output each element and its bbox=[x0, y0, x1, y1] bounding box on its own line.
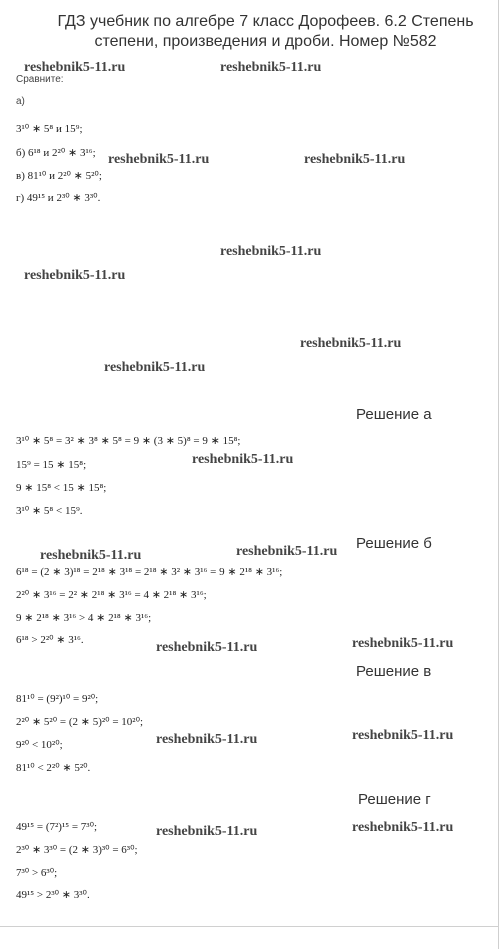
solution-a-line: 3¹⁰ ∗ 5⁸ < 15⁹. bbox=[16, 505, 83, 517]
watermark: reshebnik5-11.ru bbox=[352, 820, 454, 835]
solution-a-line: 3¹⁰ ∗ 5⁸ = 3² ∗ 3⁸ ∗ 5⁸ = 9 ∗ (3 ∗ 5)⁸ = 9 ∗ 15⁸; bbox=[16, 435, 241, 447]
watermark: reshebnik5-11.ru bbox=[300, 336, 402, 351]
task-b: б) 6¹⁸ и 2²⁰ ∗ 3¹⁶; bbox=[16, 147, 96, 159]
watermark: reshebnik5-11.ru bbox=[24, 268, 126, 283]
solution-v-line: 81¹⁰ < 2²⁰ ∗ 5²⁰. bbox=[16, 762, 91, 774]
solution-b-line: 9 ∗ 2¹⁸ ∗ 3¹⁶ > 4 ∗ 2¹⁸ ∗ 3¹⁶; bbox=[16, 612, 152, 624]
solution-b-line: 6¹⁸ = (2 ∗ 3)¹⁸ = 2¹⁸ ∗ 3¹⁸ = 2¹⁸ ∗ 3² ∗ 3¹⁶ = 9 ∗ 2¹⁸ ∗ 3¹⁶; bbox=[16, 566, 283, 578]
watermark: reshebnik5-11.ru bbox=[220, 244, 322, 259]
watermark: reshebnik5-11.ru bbox=[236, 544, 338, 559]
task-a-label: а) bbox=[16, 96, 25, 107]
solution-v-line: 2²⁰ ∗ 5²⁰ = (2 ∗ 5)²⁰ = 10²⁰; bbox=[16, 716, 144, 728]
solution-a-line: 15⁹ = 15 ∗ 15⁸; bbox=[16, 459, 87, 471]
solution-a-line: 9 ∗ 15⁸ < 15 ∗ 15⁸; bbox=[16, 482, 107, 494]
watermark: reshebnik5-11.ru bbox=[156, 732, 258, 747]
task-a: 3¹⁰ ∗ 5⁸ и 15⁹; bbox=[16, 123, 83, 135]
solution-g-line: 49¹⁵ = (7²)¹⁵ = 7³⁰; bbox=[16, 821, 98, 833]
solution-g-line: 2³⁰ ∗ 3³⁰ = (2 ∗ 3)³⁰ = 6³⁰; bbox=[16, 844, 138, 856]
solution-b-heading: Решение б bbox=[356, 535, 432, 552]
solution-b-line: 6¹⁸ > 2²⁰ ∗ 3¹⁶. bbox=[16, 634, 84, 646]
solution-g-line: 49¹⁵ > 2³⁰ ∗ 3³⁰. bbox=[16, 889, 90, 901]
page-title: ГДЗ учебник по алгебре 7 класс Дорофеев. 6.2 Степень степени, произведения и дроби. Номер №582 bbox=[57, 13, 474, 50]
watermark: reshebnik5-11.ru bbox=[156, 824, 258, 839]
task-v: в) 81¹⁰ и 2²⁰ ∗ 5²⁰; bbox=[16, 170, 102, 182]
watermark: reshebnik5-11.ru bbox=[352, 636, 454, 651]
solution-v-heading: Решение в bbox=[356, 663, 432, 680]
solution-b-line: 2²⁰ ∗ 3¹⁶ = 2² ∗ 2¹⁸ ∗ 3¹⁶ = 4 ∗ 2¹⁸ ∗ 3¹⁶; bbox=[16, 589, 207, 601]
watermark: reshebnik5-11.ru bbox=[352, 728, 454, 743]
watermark: reshebnik5-11.ru bbox=[104, 360, 206, 375]
solution-a-heading: Решение а bbox=[356, 406, 432, 423]
solution-v-line: 9²⁰ < 10²⁰; bbox=[16, 739, 63, 751]
solution-g-heading: Решение г bbox=[358, 791, 431, 808]
watermark: reshebnik5-11.ru bbox=[108, 152, 210, 167]
task-g: г) 49¹⁵ и 2³⁰ ∗ 3³⁰. bbox=[16, 192, 101, 204]
watermark: reshebnik5-11.ru bbox=[40, 548, 142, 563]
page-border-bottom bbox=[0, 926, 499, 927]
task-intro: Сравните: bbox=[16, 74, 64, 85]
solution-g-line: 7³⁰ > 6³⁰; bbox=[16, 867, 58, 879]
watermark: reshebnik5-11.ru bbox=[192, 452, 294, 467]
watermark: reshebnik5-11.ru bbox=[220, 60, 322, 75]
watermark: reshebnik5-11.ru bbox=[24, 60, 126, 75]
solution-v-line: 81¹⁰ = (9²)¹⁰ = 9²⁰; bbox=[16, 693, 99, 705]
watermark: reshebnik5-11.ru bbox=[304, 152, 406, 167]
watermark: reshebnik5-11.ru bbox=[156, 640, 258, 655]
